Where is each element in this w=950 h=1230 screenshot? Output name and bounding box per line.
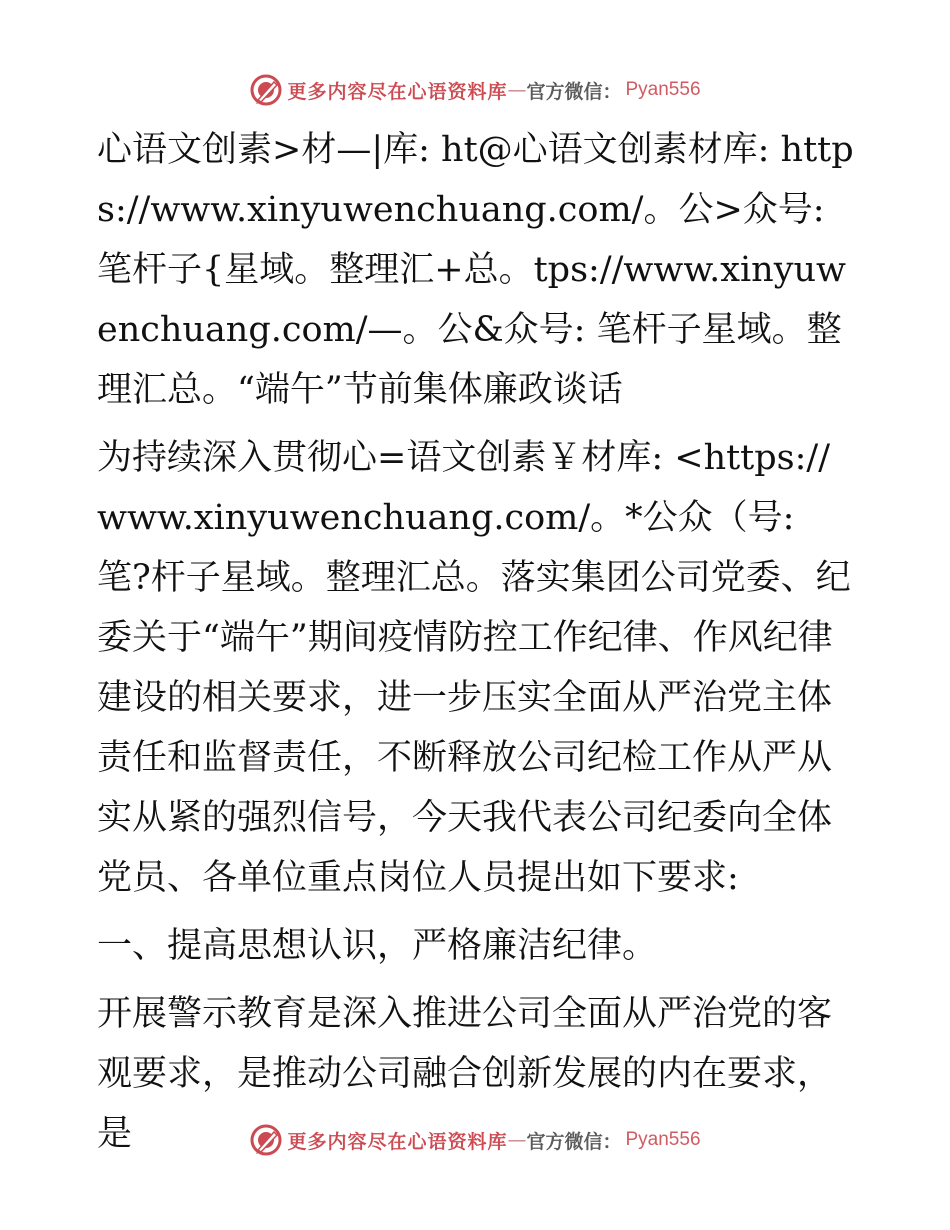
- banner-wechat-label: 官方微信：: [526, 80, 622, 103]
- paragraph-purpose: 为持续深入贯彻心=语文创素￥材库: <https://www.xinyuwenchuang.com/。*公众（号: 笔?杆子星域。整理汇总。落实集团公司党委、纪委关于“端午”期间疫情防控工作纪律、作风纪律建设的相关要求，进一步压实全面从严治党主体责任和监督责任，不断释放公司纪检工作从严从实从紧的强烈信号，今天我代表公司纪委向全体党员、各单位重点岗位人员提出如下要求:: [97, 438, 851, 898]
- pen-logo-icon: [249, 1123, 283, 1157]
- paragraph-intro: 心语文创素>材—|库: ht@心语文创素材库: https://www.xinyuwenchuang.com/。公>众号: 笔杆子{星域。整理汇+总。tps://www.xinyuwenchuang.com/—。公&众号: 笔杆子星域。整理汇总。“端午”节前集体廉政谈话: [97, 130, 854, 410]
- pen-logo-icon: [249, 73, 283, 107]
- banner-wechat-id: Pyan556: [625, 79, 701, 100]
- banner-dash: —: [507, 79, 527, 101]
- document-body: [97, 120, 857, 1164]
- banner-wechat-id: Pyan556: [625, 1129, 701, 1150]
- header-banner: [0, 70, 950, 110]
- banner-dash: —: [507, 1129, 527, 1151]
- paragraph-warning-education: 开展警示教育是深入推进公司全面从严治党的客观要求，是推动公司融合创新发展的内在要求，是: [97, 994, 833, 1154]
- banner-wechat-label: 官方微信：: [526, 1130, 622, 1153]
- banner-main-text: 更多内容尽在心语资料库: [287, 80, 508, 103]
- section-heading-1: 一、提高思想认识，严格廉洁纪律。: [97, 926, 658, 966]
- footer-banner: [0, 1120, 950, 1160]
- banner-main-text: 更多内容尽在心语资料库: [287, 1130, 508, 1153]
